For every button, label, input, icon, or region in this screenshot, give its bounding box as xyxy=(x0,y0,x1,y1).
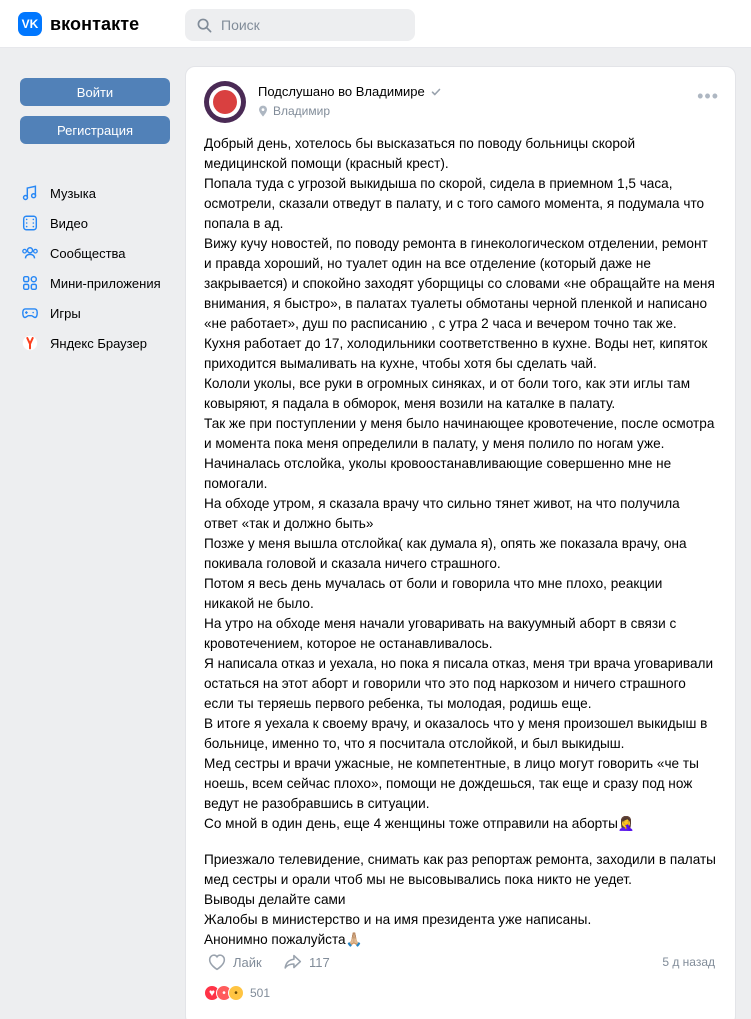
avatar-emblem xyxy=(213,90,237,114)
post-paragraph: Выводы делайте сами xyxy=(204,892,346,907)
register-button[interactable]: Регистрация xyxy=(20,116,170,144)
reactions-count: 501 xyxy=(250,986,271,1000)
like-label: Лайк xyxy=(233,954,262,970)
games-icon xyxy=(20,303,40,323)
post-paragraph: Анонимно пожалуйста🙏🏼 xyxy=(204,932,363,947)
sidebar-item-communities[interactable] xyxy=(20,238,170,268)
search-input[interactable] xyxy=(185,9,415,41)
top-bar xyxy=(0,0,751,48)
post-paragraph: Так же при поступлении у меня было начинающее кровотечение, после осмотра и момента пока меня определили в палату, у меня полило по ногам уже. Начиналась отслойка, уколы кровоостанавливающие совершенно мне не помогали. xyxy=(204,416,719,491)
reactions-summary[interactable] xyxy=(204,985,270,1001)
post-paragraph: Добрый день, хотелось бы высказаться по поводу больницы скорой медицинской помощи (красный крест). xyxy=(204,136,639,171)
post-paragraph: Кололи уколы, все руки в огромных синяках, и от боли того, как эти иглы там ковыряют, я падала в обморок, меня возили на каталке в палату. xyxy=(204,376,694,411)
sidebar-item-label: Яндекс Браузер xyxy=(50,335,147,351)
post-paragraph: Потом я весь день мучалась от боли и говорила что мне плохо, реакции никакой не было. xyxy=(204,576,667,611)
sidebar-item-label: Сообщества xyxy=(50,245,126,261)
more-options-icon[interactable]: ••• xyxy=(697,86,719,106)
heart-reaction-icon: ♥ xyxy=(204,985,220,1001)
angry-reaction-icon: • xyxy=(216,985,232,1001)
sidebar-item-label: Музыка xyxy=(50,185,96,201)
search-placeholder: Поиск xyxy=(221,17,260,33)
post-paragraph: На утро на обходе меня начали уговаривать на вакуумный аборт в связи с кровотечением, которое не останавливалось. xyxy=(204,616,681,651)
share-button[interactable] xyxy=(282,951,330,973)
post-paragraph: Приезжало телевидение, снимать как раз репортаж ремонта, заходили в палаты мед сестры и орали чтоб мы не высовывались пока никто не уедет. xyxy=(204,852,720,887)
sidebar-item-label: Видео xyxy=(50,215,88,231)
video-icon xyxy=(20,213,40,233)
search-icon xyxy=(197,18,212,33)
sidebar-item-games[interactable] xyxy=(20,298,170,328)
location-pin-icon xyxy=(258,105,268,117)
post-location[interactable] xyxy=(258,104,330,118)
yandex-browser-icon xyxy=(20,333,40,353)
sidebar xyxy=(20,78,170,358)
sidebar-item-yandex-browser[interactable] xyxy=(20,328,170,358)
post-text xyxy=(204,134,720,950)
post-paragraph: Позже у меня вышла отслойка( как думала я), опять же показала врачу, она покивала головой и сказала ничего страшного. xyxy=(204,536,691,571)
sidebar-item-mini-apps[interactable] xyxy=(20,268,170,298)
like-button[interactable] xyxy=(206,951,262,973)
avatar[interactable] xyxy=(204,81,246,123)
heart-icon xyxy=(206,951,228,973)
post-paragraph: Я написала отказ и уехала, но пока я писала отказ, меня три врача уговаривали остаться на этот аборт и говорили что это под наркозом и ничего страшного если ты теряешь первого ребенка, ты молодая, родишь еще. xyxy=(204,656,717,711)
sidebar-item-label: Игры xyxy=(50,305,81,321)
post-header xyxy=(204,81,719,125)
location-label: Владимир xyxy=(273,104,331,118)
post-paragraph: Вижу кучу новостей, по поводу ремонта в гинекологическом отделении, ремонт и правда хороший, но туалет один на все отделение (который даже не закрывается) и спокойно заходят уборщицы со словами «не обращайте на меня внимания, я быстро», в палатах туалеты обмотаны черной пленкой и написано «не работает», душ по расписанию , с утра 2 часа и вечером точно так же. Кухня работает до 17, холодильники соответственно в кухне. Воды нет, кипяток приходится вымаливать на кухне, чтобы хотя бы сделать чай. xyxy=(204,236,719,371)
mini-apps-icon xyxy=(20,273,40,293)
login-button[interactable]: Войти xyxy=(20,78,170,106)
post-paragraph: Попала туда с угрозой выкидыша по скорой, сидела в приемном 1,5 часа, осмотрели, сказали отведут в палату, и с того самого момента, я подумала что попала в ад. xyxy=(204,176,708,231)
post-actions xyxy=(204,951,719,975)
music-icon xyxy=(20,183,40,203)
post-paragraph: На обходе утром, я сказала врачу что сильно тянет живот, на что получила ответ «так и должно быть» xyxy=(204,496,684,531)
group-name-link[interactable] xyxy=(258,84,442,99)
share-count: 117 xyxy=(309,954,330,970)
group-name: Подслушано во Владимире xyxy=(258,84,425,99)
sidebar-nav xyxy=(20,178,170,358)
sidebar-item-label: Мини-приложения xyxy=(50,275,161,291)
post-paragraph: Жалобы в министерство и на имя президента уже написаны. xyxy=(204,912,592,927)
post-paragraph: Со мной в один день, еще 4 женщины тоже отправили на аборты🤦‍♀️ xyxy=(204,816,635,831)
sad-reaction-icon: • xyxy=(228,985,244,1001)
post-paragraph: Мед сестры и врачи ужасные, не компетентные, в лицо могут говорить «че ты ноешь, всем сейчас плохо», помощи не дождешься, так еще и сразу под нож ведут не разобравшись в ситуации. xyxy=(204,756,703,811)
vk-logo-text: вконтакте xyxy=(50,13,140,34)
avatar-ring xyxy=(209,86,241,118)
paragraph-gap xyxy=(204,834,716,850)
communities-icon xyxy=(20,243,40,263)
vk-logo-mark: VK xyxy=(18,12,42,36)
sidebar-item-music[interactable] xyxy=(20,178,170,208)
vk-logo[interactable] xyxy=(18,12,139,36)
share-icon xyxy=(282,951,304,973)
post-card xyxy=(185,66,736,1019)
sidebar-item-video[interactable] xyxy=(20,208,170,238)
verified-icon xyxy=(430,86,442,98)
post-paragraph: В итоге я уехала к своему врачу, и оказалось что у меня произошел выкидыш в больнице, именно то, что я посчитала отслойкой, и был выкидыш. xyxy=(204,716,712,751)
post-time[interactable]: 5 д назад xyxy=(662,955,715,969)
